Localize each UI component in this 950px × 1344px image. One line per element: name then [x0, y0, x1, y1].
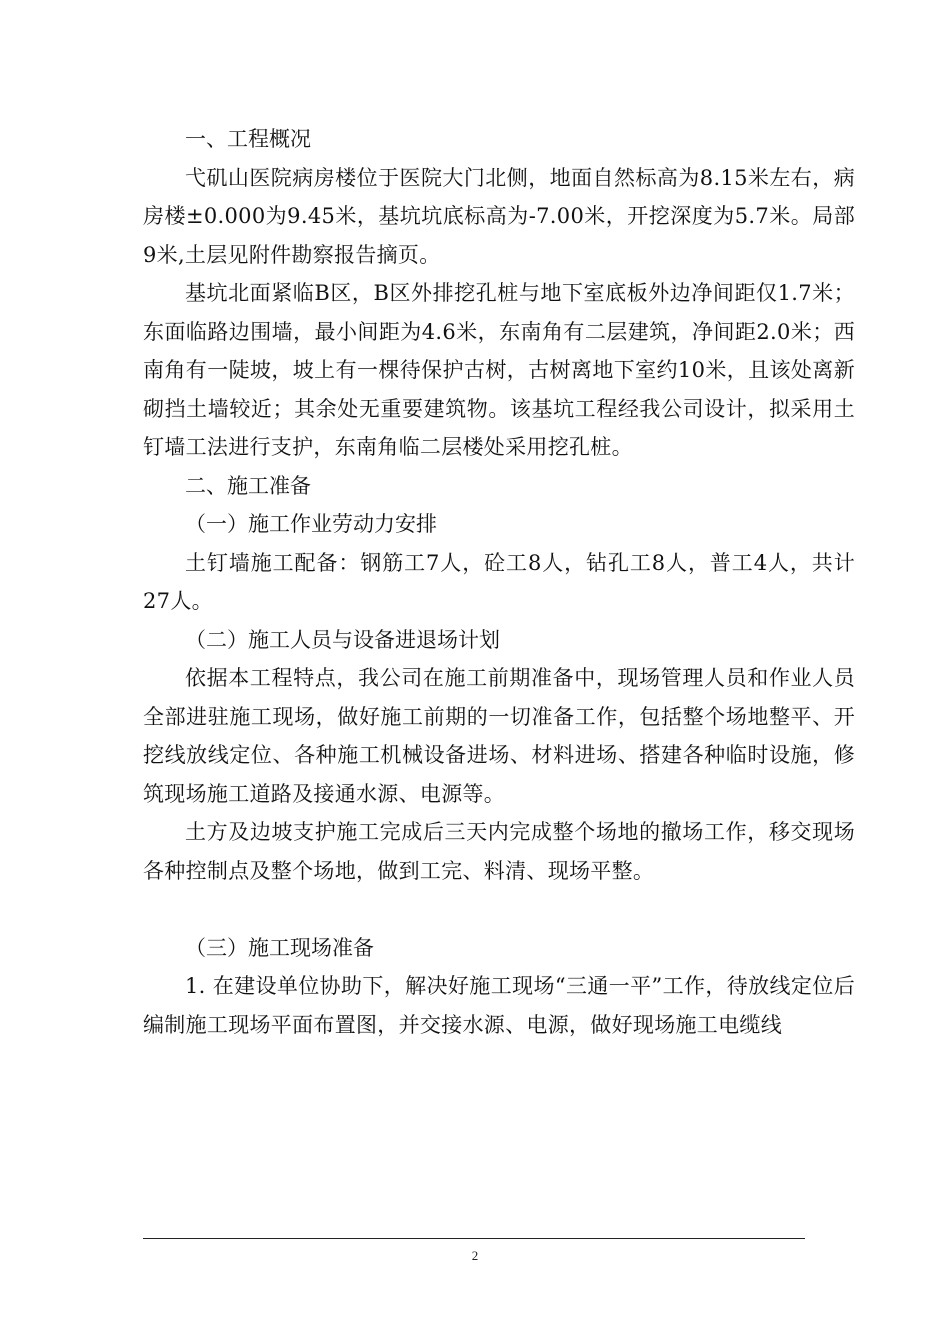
paragraph-site-preparation-item-1: 1. 在建设单位协助下，解决好施工现场“三通一平”工作，待放线定位后编制施工现场平面布置图，并交接水源、电源，做好现场施工电缆线	[143, 974, 855, 1037]
page-number: 2	[471, 1248, 479, 1263]
footer-divider	[143, 1238, 805, 1239]
paragraph-entry-plan: 依据本工程特点，我公司在施工前期准备中，现场管理人员和作业人员全部进驻施工现场，做好施工前期的一切准备工作，包括整个场地整平、开挖线放线定位、各种施工机械设备进场、材料进场、搭建各种临时设施，修筑现场施工道路及接通水源、电源等。	[143, 666, 855, 806]
document-body	[143, 120, 855, 1044]
subheading-site-preparation: （三）施工现场准备	[185, 935, 374, 960]
subheading-labor-arrangement: （一）施工作业劳动力安排	[185, 512, 437, 536]
paragraph-overview-surroundings: 基坑北面紧临B区，B区外排挖孔桩与地下室底板外边净间距仅1.7米；东面临路边围墙，最小间距为4.6米，东南角有二层建筑，净间距2.0米；西南角有一陡坡，坡上有一棵待保护古树，古树离地下室约10米，且该处离新砌挡土墙较近；其余处无重要建筑物。该基坑工程经我公司设计，拟采用土钉墙工法进行支护，东南角临二层楼处采用挖孔桩。	[143, 281, 855, 459]
paragraph-exit-plan: 土方及边坡支护施工完成后三天内完成整个场地的撤场工作，移交现场各种控制点及整个场地，做到工完、料清、现场平整。	[143, 820, 855, 883]
section-heading-preparation: 二、施工准备	[185, 473, 311, 498]
section-heading-overview: 一、工程概况	[185, 127, 311, 151]
paragraph-labor-allocation: 土钉墙施工配备：钢筋工7人，砼工8人，钻孔工8人，普工4人，共计27人。	[143, 550, 855, 613]
paragraph-spacer	[143, 890, 855, 929]
paragraph-overview-elevation: 弋矶山医院病房楼位于医院大门北侧，地面自然标高为8.15米左右，病房楼±0.000为9.45米，基坑坑底标高为-7.00米，开挖深度为5.7米。局部9米,土层见附件勘察报告摘页。	[143, 165, 855, 267]
subheading-entry-exit-plan: （二）施工人员与设备进退场计划	[185, 627, 500, 652]
